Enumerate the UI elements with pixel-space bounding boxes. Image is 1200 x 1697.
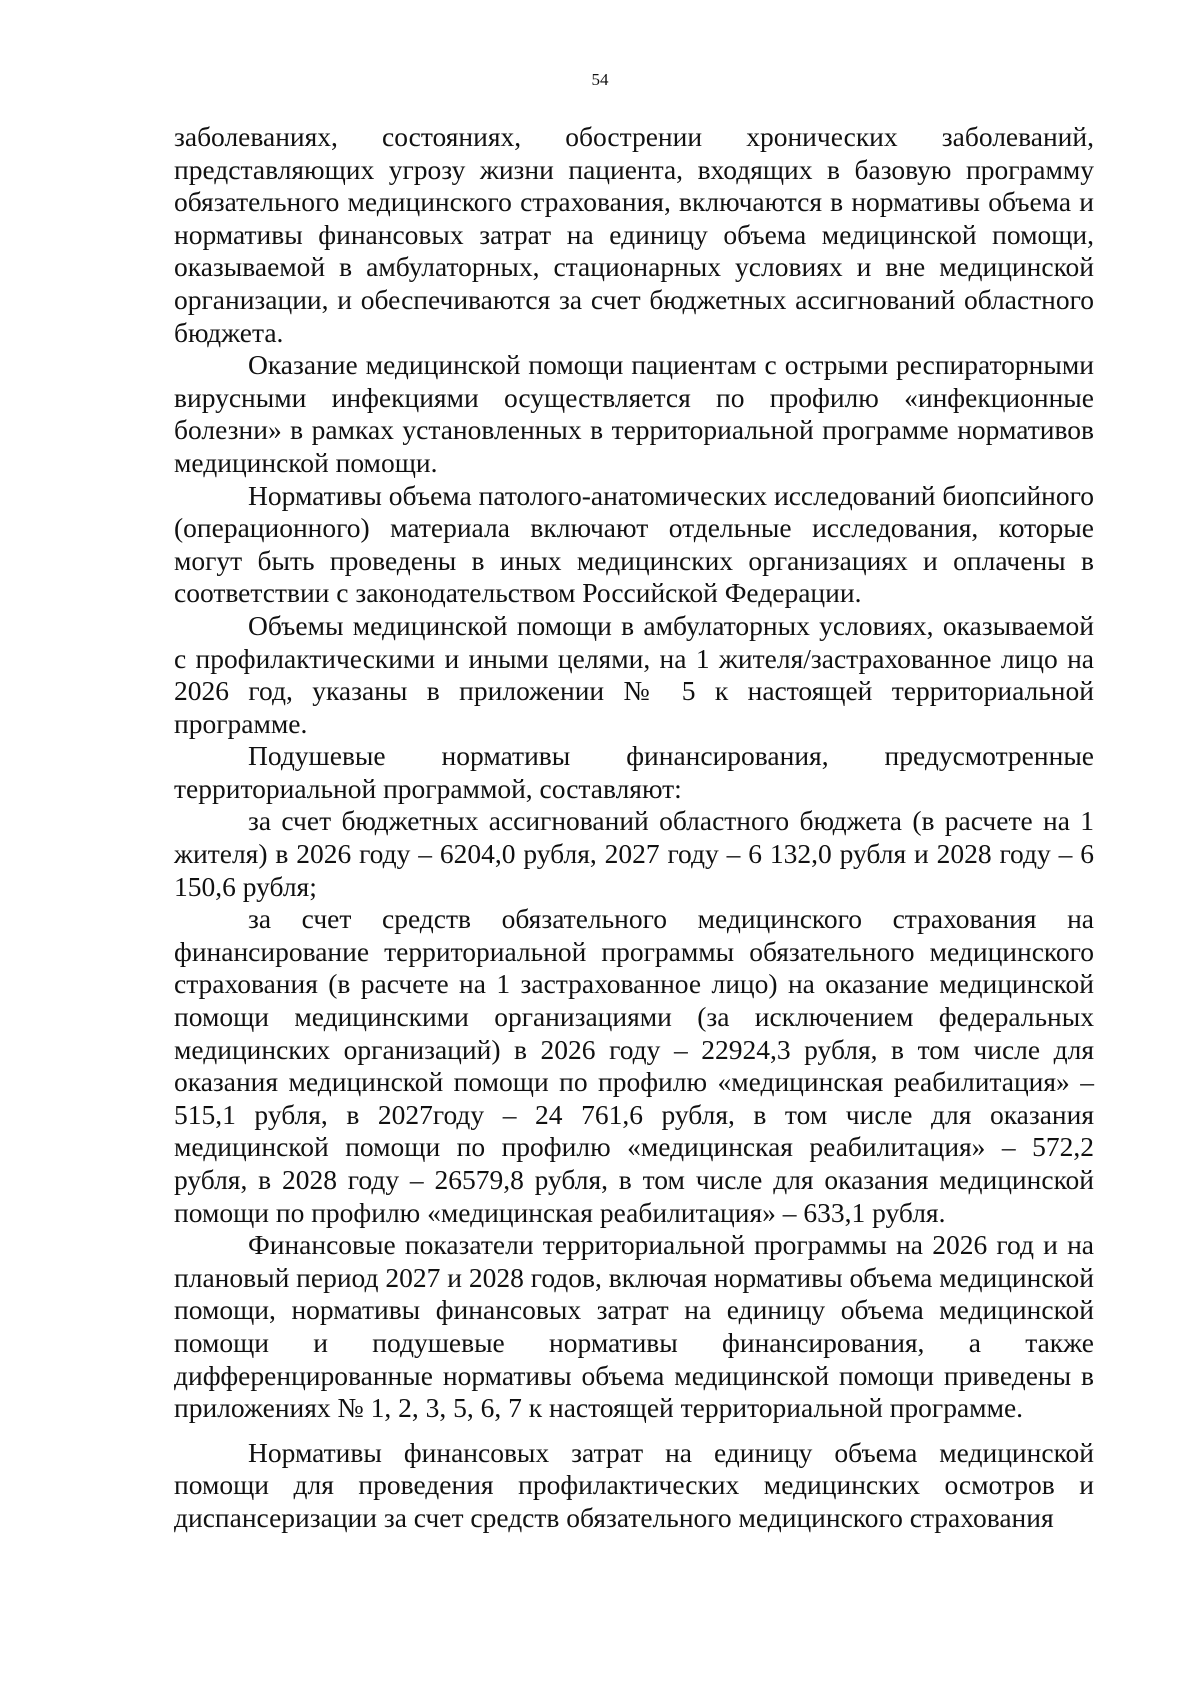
paragraph-continuation: заболеваниях, состояниях, обострении хронических заболеваний, представляющих угрозу жизни пациента, входящих в базовую программу обязательного медицинского страхования, включаются в нормативы объема и нормативы финансовых затрат на единицу объема медицинской помощи, оказываемой в амбулаторных, стационарных условиях и вне медицинской организации, и обеспечиваются за счет бюджетных ассигнований областного бюджета. bbox=[174, 121, 1094, 348]
paragraph-ari-care: Оказание медицинской помощи пациентам с острыми респираторными вирусными инфекциями осуществляется по профилю «инфекционные болезни» в рамках установленных в территориальной программе нормативов медицинской помощи. bbox=[174, 349, 1094, 478]
paragraph-per-capita-intro: Подушевые нормативы финансирования, предусмотренные территориальной программой, составляют: bbox=[174, 740, 1094, 804]
paragraph-regional-budget: за счет бюджетных ассигнований областного бюджета (в расчете на 1 жителя) в 2026 году – 6204,0 рубля, 2027 году – 6 132,0 рубля и 2028 году – 6 150,6 рубля; bbox=[174, 805, 1094, 902]
document-body bbox=[174, 121, 1094, 1535]
paragraph-oms-funding: за счет средств обязательного медицинского страхования на финансирование территориальной программы обязательного медицинского страхования (в расчете на 1 застрахованное лицо) на оказание медицинской помощи медицинскими организациями (за исключением федеральных медицинских организаций) в 2026 году – 22924,3 рубля, в том числе для оказания медицинской помощи по профилю «медицинская реабилитация» – 515,1 рубля, в 2027году – 24 761,6 рубля, в том числе для оказания медицинской помощи по профилю «медицинская реабилитация» – 572,2 рубля, в 2028 году – 26579,8 рубля, в том числе для оказания медицинской помощи по профилю «медицинская реабилитация» – 633,1 рубля. bbox=[174, 903, 1094, 1228]
paragraph-pathology-norms: Нормативы объема патолого-анатомических исследований биопсийного (операционного) материала включают отдельные исследования, которые могут быть проведены в иных медицинских организациях и оплачены в соответствии с законодательством Российской Федерации. bbox=[174, 479, 1094, 609]
paragraph-checkup-costs: Нормативы финансовых затрат на единицу объема медицинской помощи для проведения профилактических медицинских осмотров и диспансеризации за счет средств обязательного медицинского страхования bbox=[174, 1436, 1094, 1533]
page-number: 54 bbox=[591, 70, 609, 89]
paragraph-outpatient-volumes: Объемы медицинской помощи в амбулаторных условиях, оказываемой с профилактическими и иными целями, на 1 жителя/застрахованное лицо на 2026 год, указаны в приложении № 5 к настоящей территориальной программе. bbox=[174, 609, 1094, 739]
paragraph-financial-indicators: Финансовые показатели территориальной программы на 2026 год и на плановый период 2027 и 2028 годов, включая нормативы объема медицинской помощи, нормативы финансовых затрат на единицу объема медицинской помощи и подушевые нормативы финансирования, а также дифференцированные нормативы объема медицинской помощи приведены в приложениях № 1, 2, 3, 5, 6, 7 к настоящей территориальной программе. bbox=[174, 1229, 1094, 1424]
